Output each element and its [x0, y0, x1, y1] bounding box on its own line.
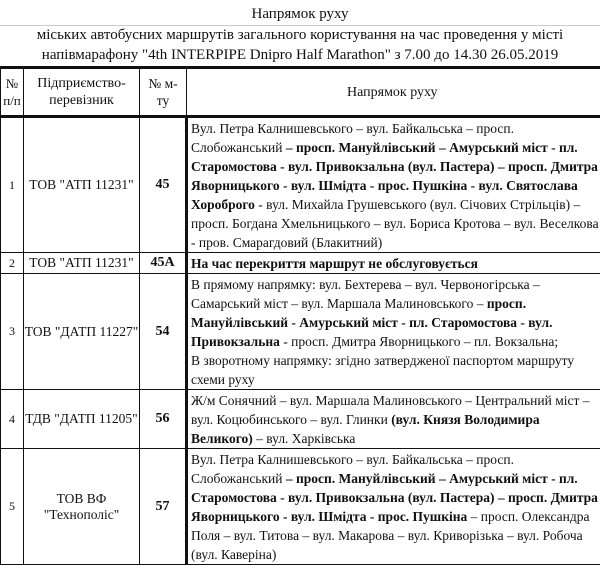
direction-segment: – просп. Мануйлівський – Амурський міст - пл. Старомостова - вул. Привокзальна (вул. Пастера) – просп. Дмитра Яворницького - вул. Шмідта - прос. Пушкіна - вул. Святослава Хороброго: [191, 140, 598, 212]
row-direction: [187, 274, 600, 390]
direction-segment: Вул. Петра Калнишевського – вул. Байкальська – просп. Слобожанський: [191, 452, 514, 486]
table-row: [1, 117, 600, 253]
row-route: 57: [140, 449, 187, 565]
row-direction: [187, 253, 600, 274]
row-num: 1: [1, 117, 24, 253]
row-carrier: ТОВ ВФ "Технополіс": [24, 449, 140, 565]
row-num: 3: [1, 274, 24, 390]
row-route: 54: [140, 274, 187, 390]
row-direction: [187, 449, 600, 565]
row-route: 45А: [140, 253, 187, 274]
subtitle-line-1: міських автобусних маршрутів загального користування на час проведення у місті: [0, 25, 600, 45]
row-route: 56: [140, 390, 187, 449]
document-subtitle: [0, 25, 600, 65]
row-num: 5: [1, 449, 24, 565]
subtitle-line-2: напівмарафону "4th INTERPIPE Dnipro Half Marathon" з 7.00 до 14.30 26.05.2019: [0, 45, 600, 65]
direction-segment: - вул. Михайла Грушевського (вул. Січових Стрільців) – просп. Богдана Хмельницького – вул. Бориса Кротова – вул. Веселкова - пров. Смарагдовий (Блакитний): [191, 197, 599, 250]
direction-segment: Ж/м Сонячний – вул. Маршала Малиновського – Центральний міст – вул. Коцюбинського – вул. Глинки: [191, 393, 590, 427]
row-carrier: ТОВ "ДАТП 11227": [24, 274, 140, 390]
direction-segment: – просп. Мануйлівський – Амурський міст - пл. Старомостова - вул. Привокзальна (вул. Пастера) – просп. Дмитра Яворницького - вул. Шмідта - прос. Пушкіна: [191, 471, 598, 524]
direction-segment: На час перекриття маршрут не обслуговується: [191, 256, 478, 271]
document-title: Напрямок руху: [0, 3, 600, 26]
row-carrier: ТОВ "АТП 11231": [24, 253, 140, 274]
header-direction: Напрямок руху: [187, 68, 600, 117]
table-row: [1, 390, 600, 449]
row-carrier: ТДВ "ДАТП 11205": [24, 390, 140, 449]
row-direction: [187, 117, 600, 253]
header-num: № п/п: [1, 68, 24, 117]
direction-segment: - просп. Дмитра Яворницького – пл. Вокзальна;: [280, 334, 558, 349]
row-carrier: ТОВ "АТП 11231": [24, 117, 140, 253]
table-row: [1, 253, 600, 274]
direction-segment: – вул. Харківська: [253, 431, 356, 446]
row-route: 45: [140, 117, 187, 253]
direction-segment: В зворотному напрямку: згідно затвердженої паспортом маршруту схеми руху: [191, 353, 574, 387]
header-route: № м- ту: [140, 68, 187, 117]
row-num: 2: [1, 253, 24, 274]
direction-segment: Вул. Петра Калнишевського – вул. Байкальська – просп. Слобожанський: [191, 121, 514, 155]
row-direction: [187, 390, 600, 449]
header-carrier: Підприємство- перевізник: [24, 68, 140, 117]
row-num: 4: [1, 390, 24, 449]
routes-table: [0, 66, 600, 565]
direction-segment: (вул. Князя Володимира Великого): [191, 412, 540, 446]
table-row: [1, 449, 600, 565]
direction-segment: просп. Мануйлівський - Амурський міст - пл. Старомостова - вул. Привокзальна: [191, 296, 552, 349]
direction-segment: – просп. Олександра Поля – вул. Титова – вул. Макарова – вул. Криворізька – вул. Робоча (вул. Каверіна): [191, 509, 589, 562]
table-row: [1, 274, 600, 390]
direction-segment: В прямому напрямку: вул. Бехтерева – вул. Червоногірська – Самарський міст – вул. Маршала Малиновського –: [191, 277, 540, 311]
table-header-row: [1, 68, 600, 117]
